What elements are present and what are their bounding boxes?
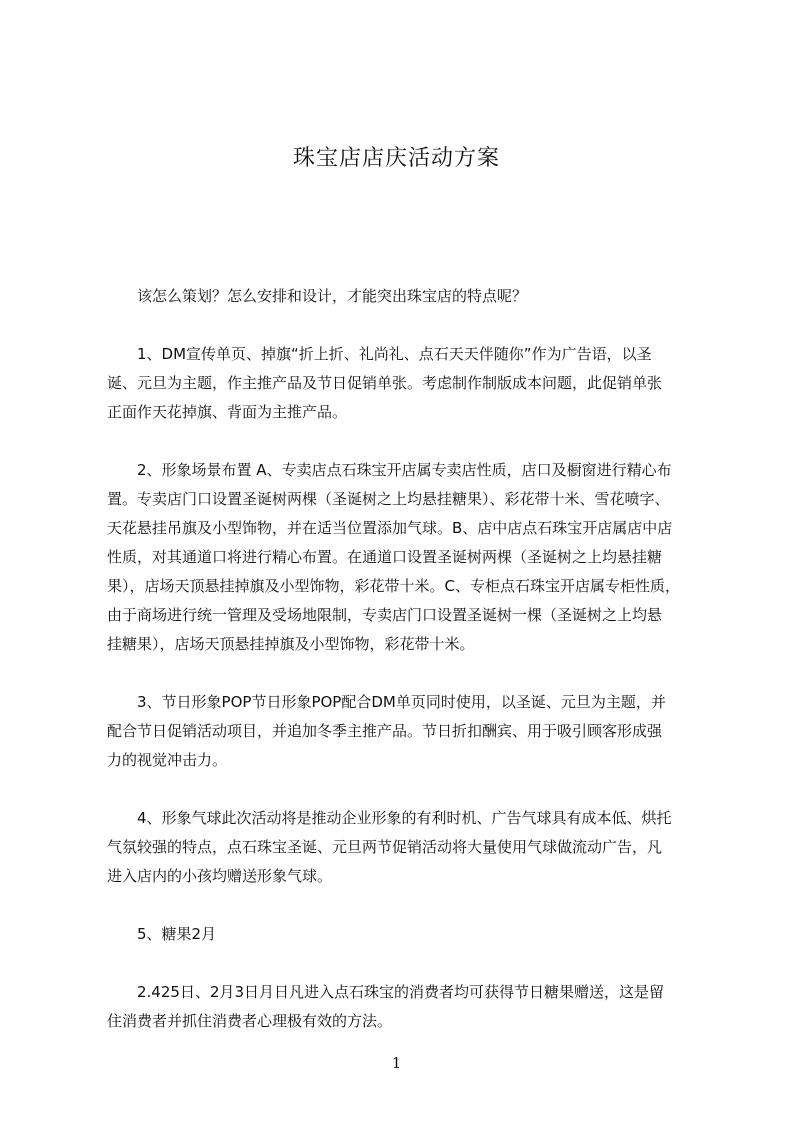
text-line: 正面作天花掉旗、背面为主推产品。 [107,403,348,421]
text-line: 力的视觉冲击力。 [107,751,228,769]
text-line: 性质，对其通道口将进行精心布置。在通道口设置圣诞树两棵（圣诞树之上均悬挂糖 [107,548,663,566]
text-line: 天花悬挂吊旗及小型饰物，并在适当位置添加气球。B、店中店点石珠宝开店属店中店 [107,519,673,537]
text-line: 诞、元旦为主题，作主推产品及节日促销单张。考虑制作制版成本问题，此促销单张 [107,374,663,392]
document-body [107,282,707,1036]
paragraph [107,804,707,891]
paragraph-gap [107,891,707,920]
paragraph [107,920,707,949]
text-line: 3、节日形象POP节日形象POP配合DM单页同时使用，以圣诞、元旦为主题，并 [107,693,666,711]
text-line: 挂糖果），店场天顶悬挂掉旗及小型饰物，彩花带十米。 [107,635,475,653]
paragraph-gap [107,427,707,456]
page-number: 1 [391,1054,402,1072]
text-line: 果），店场天顶悬挂掉旗及小型饰物，彩花带十米。C、专柜点石珠宝开店属专柜性质， [107,577,680,595]
paragraph [107,456,707,659]
text-line: 4、形象气球此次活动将是推动企业形象的有利时机、广告气球具有成本低、烘托 [107,809,672,827]
paragraph [107,978,707,1036]
paragraph-gap [107,949,707,978]
paragraph [107,340,707,427]
text-line: 住消费者并抓住消费者心理极有效的方法。 [107,1012,393,1030]
text-line: 由于商场进行统一管理及受场地限制，专卖店门口设置圣诞树一棵（圣诞树之上均悬 [107,606,663,624]
page-title: 珠宝店店庆活动方案 [292,146,500,171]
text-line: 2、形象场景布置 A、专卖店点石珠宝开店属专卖店性质，店口及橱窗进行精心布 [107,461,672,479]
text-line: 1、DM宣传单页、掉旗“折上折、礼尚礼、点石天天伴随你”作为广告语，以圣 [107,345,652,363]
paragraph-gap [107,311,707,340]
text-line: 2.425日、2月3日月日凡进入点石珠宝的消费者均可获得节日糖果赠送，这是留 [107,983,665,1001]
text-line: 配合节日促销活动项目，并追加冬季主推产品。节日折扣酬宾、用于吸引顾客形成强 [107,722,663,740]
text-line: 置。专卖店门口设置圣诞树两棵（圣诞树之上均悬挂糖果）、彩花带十米、雪花喷字、 [107,490,670,508]
text-line: 气氛较强的特点，点石珠宝圣诞、元旦两节促销活动将大量使用气球做流动广告，凡 [107,838,663,856]
text-line: 进入店内的小孩均赠送形象气球。 [107,867,333,885]
paragraph-gap [107,775,707,804]
text-line: 5、糖果2月 [107,925,217,943]
paragraph [107,282,707,311]
paragraph-gap [107,659,707,688]
paragraph [107,688,707,775]
text-line: 该怎么策划？怎么安排和设计，才能突出珠宝店的特点呢？ [107,287,528,305]
